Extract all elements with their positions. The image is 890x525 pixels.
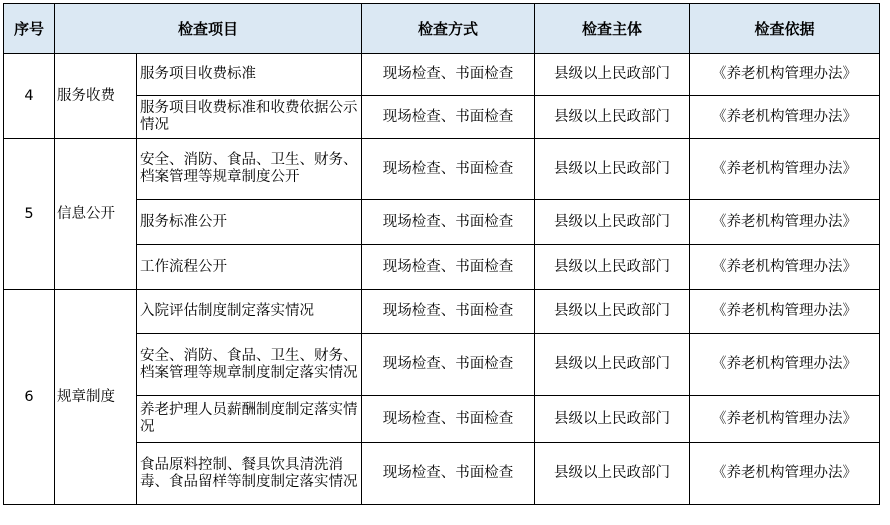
method-cell: 现场检查、书面检查: [362, 139, 535, 200]
subject-cell: 县级以上民政部门: [535, 443, 690, 505]
header-basis: 检查依据: [690, 4, 880, 54]
subject-cell: 县级以上民政部门: [535, 334, 690, 396]
seq-cell: 5: [4, 139, 55, 290]
table-row: [4, 139, 880, 200]
inspection-table: [3, 3, 880, 505]
item-cell: 服务项目收费标准: [137, 54, 362, 96]
category-cell: 服务收费: [55, 54, 137, 139]
item-cell: 安全、消防、食品、卫生、财务、档案管理等规章制度公开: [137, 139, 362, 200]
basis-cell: 《养老机构管理办法》: [690, 245, 880, 290]
category-cell: 信息公开: [55, 139, 137, 290]
basis-cell: 《养老机构管理办法》: [690, 96, 880, 139]
basis-cell: 《养老机构管理办法》: [690, 139, 880, 200]
header-method: 检查方式: [362, 4, 535, 54]
header-subject: 检查主体: [535, 4, 690, 54]
method-cell: 现场检查、书面检查: [362, 396, 535, 443]
item-cell: 养老护理人员薪酬制度制定落实情况: [137, 396, 362, 443]
basis-cell: 《养老机构管理办法》: [690, 200, 880, 245]
basis-cell: 《养老机构管理办法》: [690, 443, 880, 505]
inspection-table-container: [3, 3, 880, 505]
subject-cell: 县级以上民政部门: [535, 139, 690, 200]
basis-cell: 《养老机构管理办法》: [690, 54, 880, 96]
table-row: [4, 290, 880, 334]
header-item: 检查项目: [55, 4, 362, 54]
subject-cell: 县级以上民政部门: [535, 54, 690, 96]
subject-cell: 县级以上民政部门: [535, 245, 690, 290]
item-cell: 安全、消防、食品、卫生、财务、档案管理等规章制度制定落实情况: [137, 334, 362, 396]
item-cell: 入院评估制度制定落实情况: [137, 290, 362, 334]
seq-cell: 6: [4, 290, 55, 505]
item-cell: 服务标准公开: [137, 200, 362, 245]
subject-cell: 县级以上民政部门: [535, 290, 690, 334]
table-row: [4, 54, 880, 96]
method-cell: 现场检查、书面检查: [362, 290, 535, 334]
category-cell: 规章制度: [55, 290, 137, 505]
basis-cell: 《养老机构管理办法》: [690, 290, 880, 334]
method-cell: 现场检查、书面检查: [362, 96, 535, 139]
method-cell: 现场检查、书面检查: [362, 245, 535, 290]
subject-cell: 县级以上民政部门: [535, 200, 690, 245]
item-cell: 食品原料控制、餐具饮具清洗消毒、食品留样等制度制定落实情况: [137, 443, 362, 505]
item-cell: 工作流程公开: [137, 245, 362, 290]
seq-cell: 4: [4, 54, 55, 139]
method-cell: 现场检查、书面检查: [362, 200, 535, 245]
header-row: [4, 4, 880, 54]
header-seq: 序号: [4, 4, 55, 54]
method-cell: 现场检查、书面检查: [362, 54, 535, 96]
method-cell: 现场检查、书面检查: [362, 334, 535, 396]
subject-cell: 县级以上民政部门: [535, 396, 690, 443]
basis-cell: 《养老机构管理办法》: [690, 396, 880, 443]
item-cell: 服务项目收费标准和收费依据公示情况: [137, 96, 362, 139]
subject-cell: 县级以上民政部门: [535, 96, 690, 139]
basis-cell: 《养老机构管理办法》: [690, 334, 880, 396]
method-cell: 现场检查、书面检查: [362, 443, 535, 505]
